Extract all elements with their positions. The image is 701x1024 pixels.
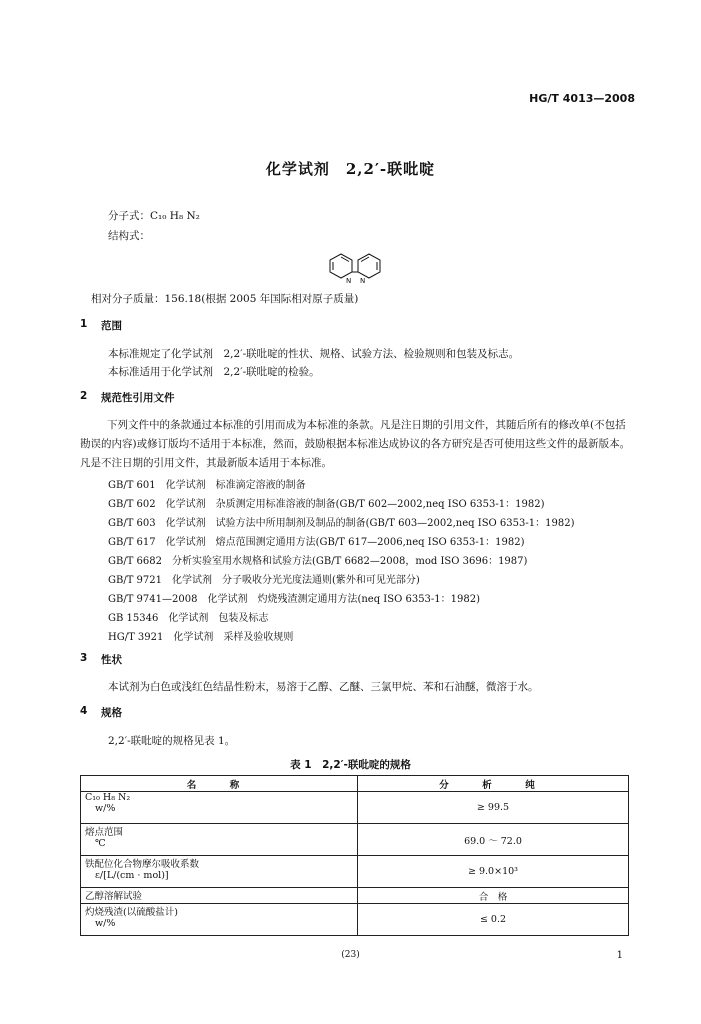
page-number: 1 <box>616 950 623 961</box>
table-row <box>81 888 629 904</box>
item-unit: ℃ <box>95 838 106 849</box>
standard-number: HG/T 4013—2008 <box>529 92 635 105</box>
bipyridine-structure-icon <box>325 252 385 286</box>
reference-item: GB 15346 化学试剂 包装及标志 <box>108 613 269 624</box>
table-cell-item <box>81 888 358 904</box>
table-cell-value: ≤ 0.2 <box>358 904 629 936</box>
table-header-name: 名 称 <box>81 776 358 792</box>
item-name: C₁₀ H₈ N₂ <box>85 792 131 803</box>
table-cell-item <box>81 792 358 824</box>
table-cell-value: ≥ 99.5 <box>358 792 629 824</box>
table-cell-value: ≥ 9.0×10³ <box>358 856 629 888</box>
spec-table <box>80 775 629 936</box>
section-2-number: 2 <box>80 390 88 402</box>
table-row <box>81 824 629 856</box>
section-3-para-1: 本试剂为白色或浅红色结晶性粉末，易溶于乙醇、乙醚、三氯甲烷、苯和石油醚，微溶于水。 <box>108 681 539 693</box>
section-4-title: 规格 <box>101 707 122 719</box>
section-3-number: 3 <box>80 652 88 664</box>
section-3-title: 性状 <box>101 654 122 666</box>
document-title: 化学试剂 2,2′-联吡啶 <box>265 160 436 178</box>
molar-mass: 相对分子质量：156.18(根据 2005 年国际相对原子质量) <box>91 293 359 305</box>
table-header-grade: 分 析 纯 <box>358 776 629 792</box>
table-row <box>81 792 629 824</box>
table-cell-item <box>81 904 358 936</box>
section-2-title: 规范性引用文件 <box>101 392 175 404</box>
section-1-number: 1 <box>80 318 88 330</box>
item-unit: w/% <box>95 803 116 814</box>
table-header-row <box>81 776 629 792</box>
section-4-para-1: 2,2′-联吡啶的规格见表 1。 <box>108 735 236 747</box>
reference-item: GB/T 601 化学试剂 标准滴定溶液的制备 <box>108 480 306 491</box>
table-row <box>81 856 629 888</box>
item-name: 乙醇溶解试验 <box>85 891 143 902</box>
molecular-formula: 分子式：C₁₀ H₈ N₂ <box>108 210 200 222</box>
item-name: 铁配位化合物摩尔吸收系数 <box>85 859 200 870</box>
section-1-para-1: 本标准规定了化学试剂 2,2′-联吡啶的性状、规格、试验方法、检验规则和包装及标志。 <box>108 348 520 360</box>
structure-label: 结构式： <box>108 230 150 242</box>
table-cell-value: 合 格 <box>358 888 629 904</box>
section-4-number: 4 <box>80 705 88 717</box>
reference-item: GB/T 6682 分析实验室用水规格和试验方法(GB/T 6682—2008，mod ISO 3696：1987) <box>108 556 528 567</box>
svg-text:N: N <box>360 277 366 285</box>
table-cell-item <box>81 824 358 856</box>
item-unit: ε/[L/(cm · mol)] <box>95 870 169 881</box>
reference-item: GB/T 9741—2008 化学试剂 灼烧残渣测定通用方法(neq ISO 6353-1：1982) <box>108 594 481 605</box>
table-row <box>81 904 629 936</box>
item-unit: w/% <box>95 918 116 929</box>
item-name: 灼烧残渣(以硫酸盐计) <box>85 907 178 918</box>
section-1-para-2: 本标准适用于化学试剂 2,2′-联吡啶的检验。 <box>108 366 320 378</box>
table-title: 表 1 2,2′-联吡啶的规格 <box>290 759 411 771</box>
reference-item: GB/T 602 化学试剂 杂质测定用标准溶液的制备(GB/T 602—2002,neq ISO 6353-1：1982) <box>108 499 545 510</box>
footer-serial: (23) <box>341 950 360 960</box>
table-cell-value: 69.0 ～ 72.0 <box>358 824 629 856</box>
reference-item: HG/T 3921 化学试剂 采样及验收规则 <box>108 632 294 643</box>
reference-item: GB/T 617 化学试剂 熔点范围测定通用方法(GB/T 617—2006,neq ISO 6353-1：1982) <box>108 537 525 548</box>
table-cell-item <box>81 856 358 888</box>
section-2-intro: 下列文件中的条款通过本标准的引用而成为本标准的条款。凡是注日期的引用文件，其随后所有的修改单(不包括勘误的内容)或修订版均不适用于本标准，然而，鼓励根据本标准达成协议的各方研究是否可使用这些文件的最新版本。凡是不注日期的引用文件，其最新版本适用于本标准。 <box>80 419 631 469</box>
reference-item: GB/T 603 化学试剂 试验方法中所用制剂及制品的制备(GB/T 603—2002,neq ISO 6353-1：1982) <box>108 518 575 529</box>
item-name: 熔点范围 <box>85 827 124 838</box>
section-1-title: 范围 <box>101 320 122 332</box>
reference-item: GB/T 9721 化学试剂 分子吸收分光光度法通则(紫外和可见光部分) <box>108 575 420 586</box>
svg-text:N: N <box>346 277 352 285</box>
